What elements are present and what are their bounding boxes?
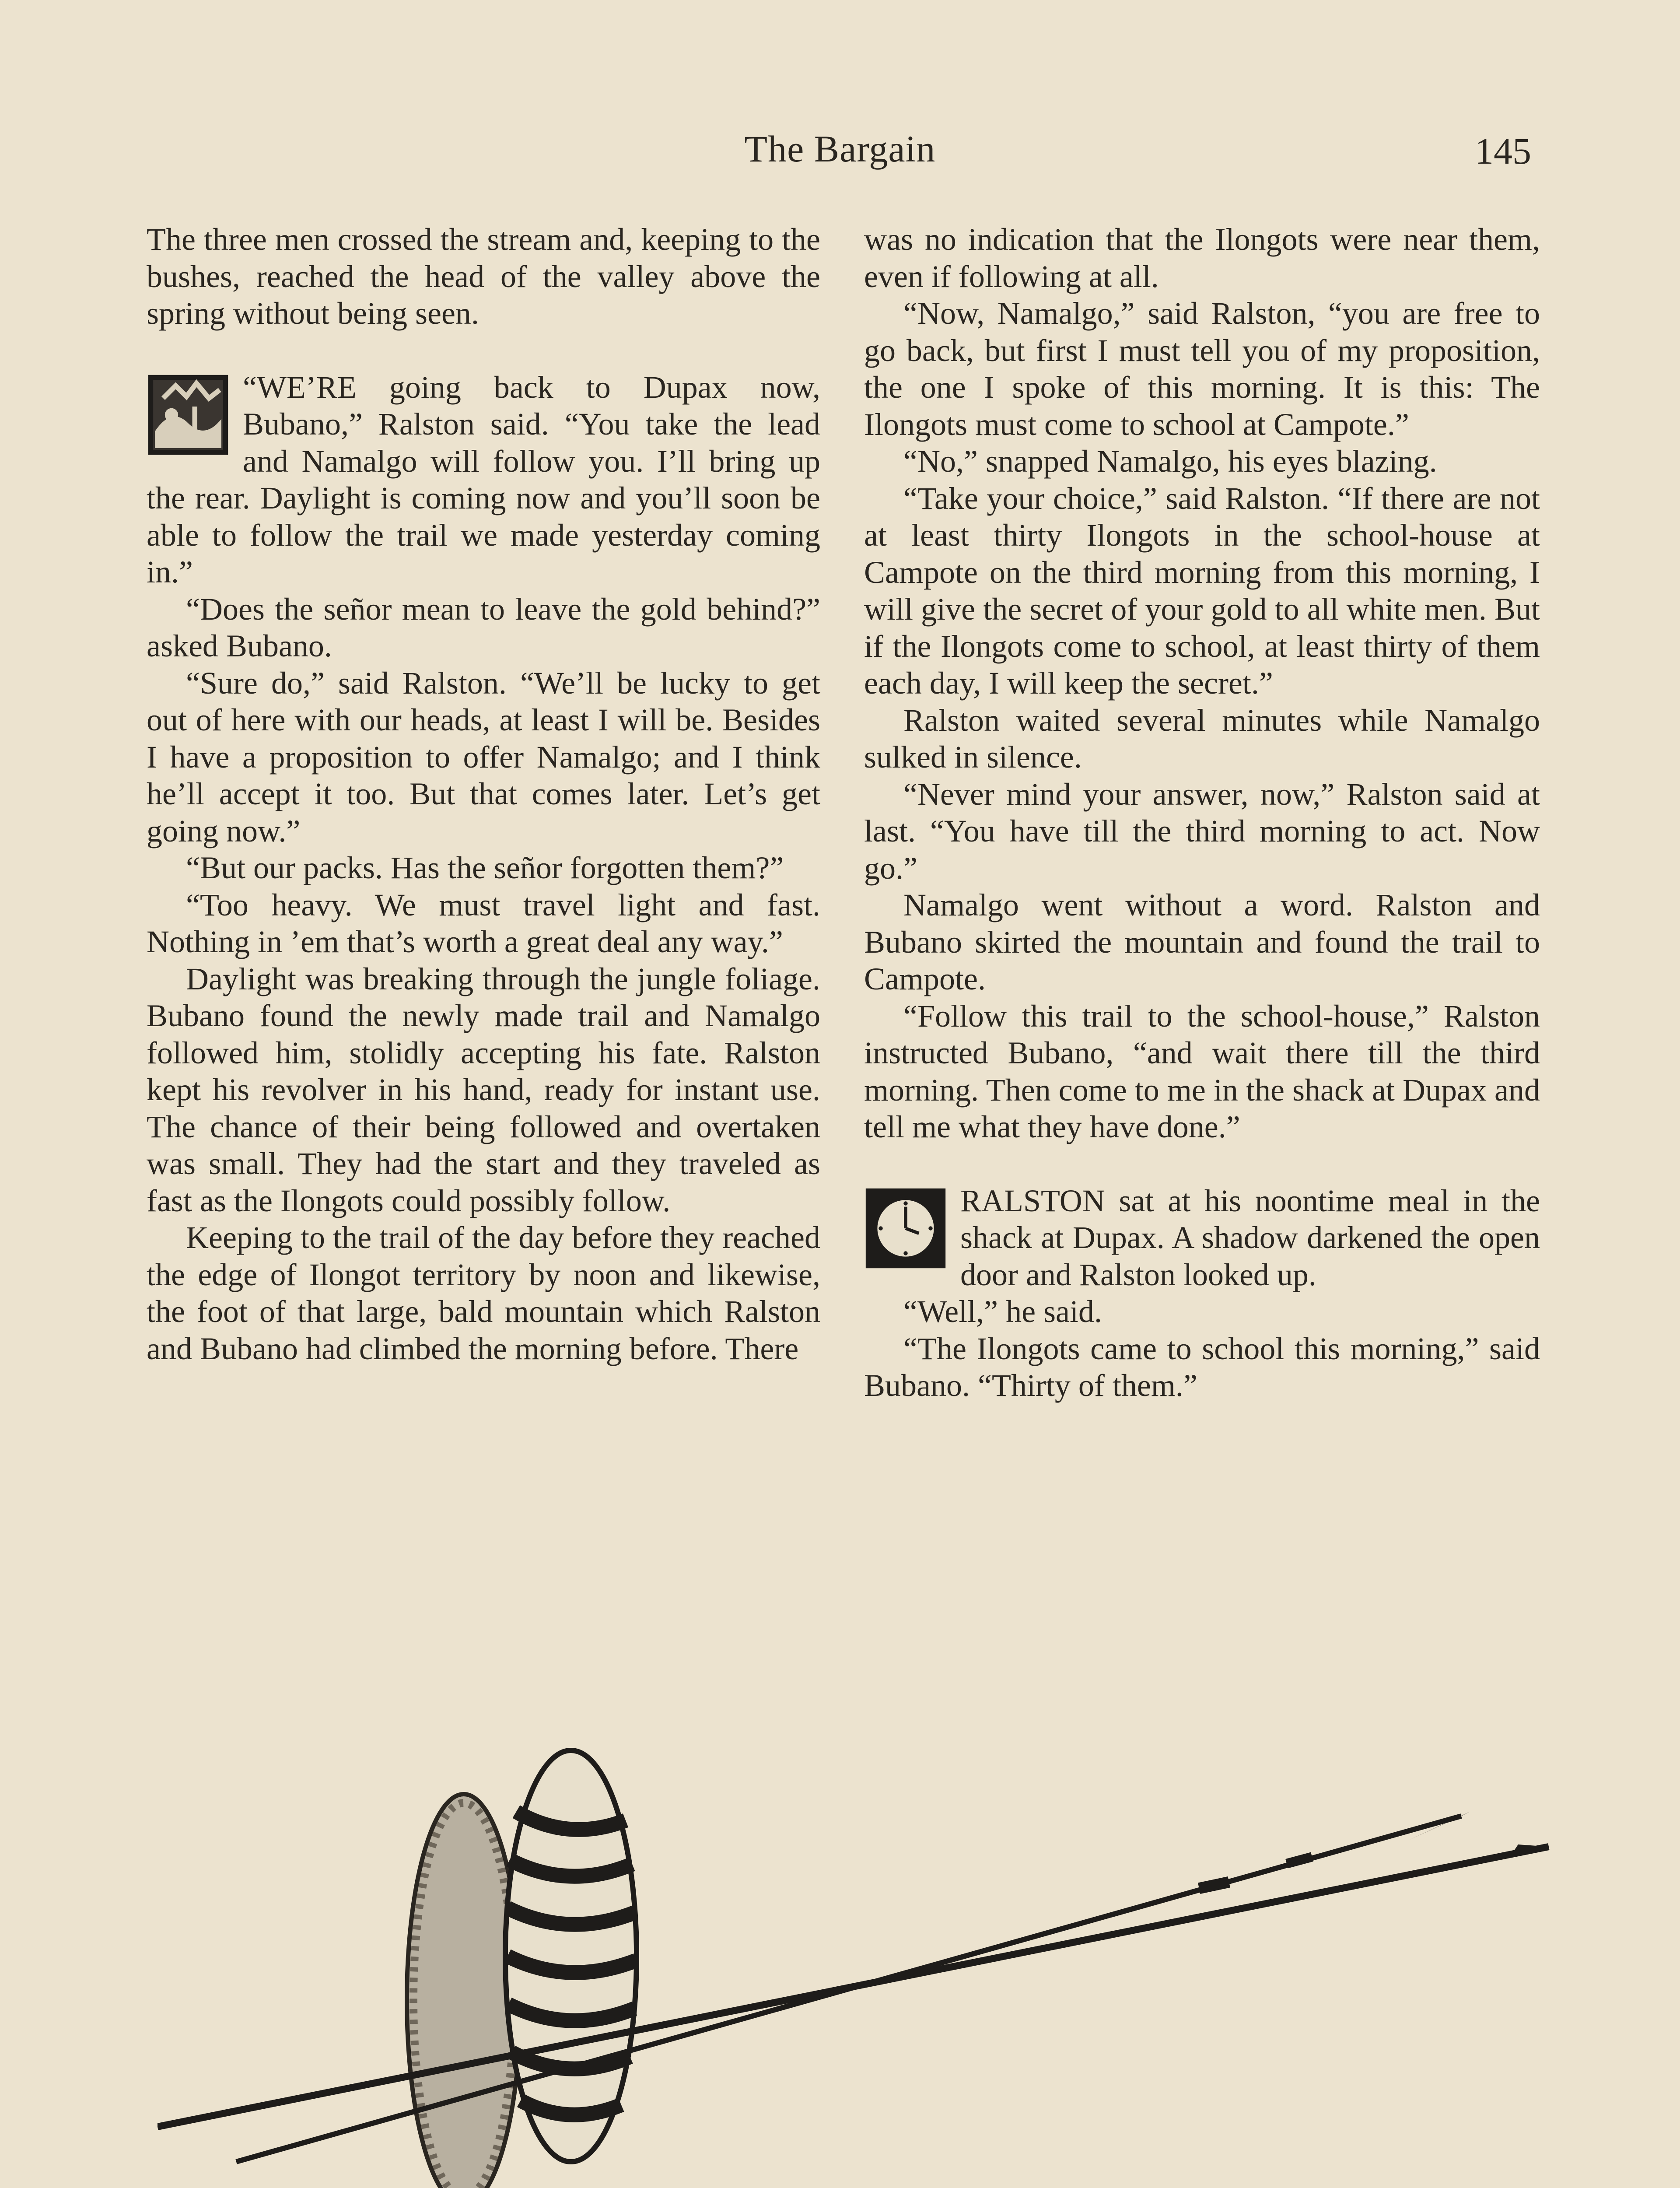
paragraph: “But our packs. Has the señor forgotten them?”: [186, 850, 784, 885]
right-text-column: [864, 221, 1540, 1404]
clock-icon: [864, 1187, 947, 1270]
paragraph: “Well,” he said.: [903, 1294, 1102, 1329]
paragraph: “Does the señor mean to leave the gold behind?” asked Bubano.: [147, 591, 820, 663]
left-text-column: [147, 221, 820, 1367]
paragraph: Daylight was breaking through the jungle foliage. Bubano found the newly made trail and Namalgo followed him, stolidly accepting his fate. Ralston kept his revolver in his hand, ready for instant use. The chance of their being followed and overtaken was small. They had the start and they traveled as fast as the Ilongots could possibly follow.: [147, 961, 820, 1218]
paragraph: “Too heavy. We must travel light and fast. Nothing in ’em that’s worth a great deal any way.”: [147, 887, 820, 959]
paragraph: “Never mind your answer, now,” Ralston said at last. “You have till the third morning to act. Now go.”: [864, 776, 1540, 886]
paragraph: “WE’RE going back to Dupax now, Bubano,” Ralston said. “You take the lead and Namalgo will follow you. I’ll bring up the rear. Daylight is coming now and you’ll soon be able to follow the trail we made yesterday coming in.”: [147, 369, 820, 589]
shields-and-spears-illustration: [158, 1746, 1558, 2188]
running-header-title: The Bargain: [744, 128, 936, 170]
paragraph: “The Ilongots came to school this morning,” said Bubano. “Thirty of them.”: [864, 1331, 1540, 1403]
paragraph: “Take your choice,” said Ralston. “If there are not at least thirty Ilongots in the school-house at Campote on the third morning from this morning, I will give the secret of your gold to all white men. But if the Ilongots come to school, at least thirty of them each day, I will keep the secret.”: [864, 480, 1540, 701]
paragraph: Keeping to the trail of the day before they reached the edge of Ilongot territory by noon and likewise, the foot of that large, bald mountain which Ralston and Bubano had climbed the morning before. There: [147, 1220, 820, 1366]
story-section: [147, 369, 820, 1368]
paragraph: “Now, Namalgo,” said Ralston, “you are free to go back, but first I must tell you of my proposition, the one I spoke of this morning. It is this: The Ilongots must come to school at Campote.”: [864, 296, 1540, 442]
paragraph: “Follow this trail to the school-house,” Ralston instructed Bubano, “and wait there till the third morning. Then come to me in the shack at Dupax and tell me what they have done.”: [864, 998, 1540, 1144]
page-number: 145: [1475, 130, 1531, 172]
paragraph: Namalgo went without a word. Ralston and Bubano skirted the mountain and found the trail to Campote.: [864, 887, 1540, 996]
story-section: [864, 1182, 1540, 1404]
jungle-scene-icon: [147, 373, 230, 456]
paragraph: Ralston waited several minutes while Namalgo sulked in silence.: [864, 702, 1540, 775]
paragraph: The three men crossed the stream and, keeping to the bushes, reached the head of the valley above the spring without being seen.: [147, 222, 820, 331]
paragraph: “No,” snapped Namalgo, his eyes blazing.: [903, 444, 1437, 479]
paragraph: was no indication that the Ilongots were near them, even if following at all.: [864, 222, 1540, 294]
paragraph: “Sure do,” said Ralston. “We’ll be lucky to get out of here with our heads, at least I will be. Besides I have a proposition to offer Namalgo; and I think he’ll accept it too. But that comes later. Let’s get going now.”: [147, 665, 820, 849]
paragraph: RALSTON sat at his noontime meal in the shack at Dupax. A shadow darkened the open door and Ralston looked up.: [960, 1183, 1540, 1292]
